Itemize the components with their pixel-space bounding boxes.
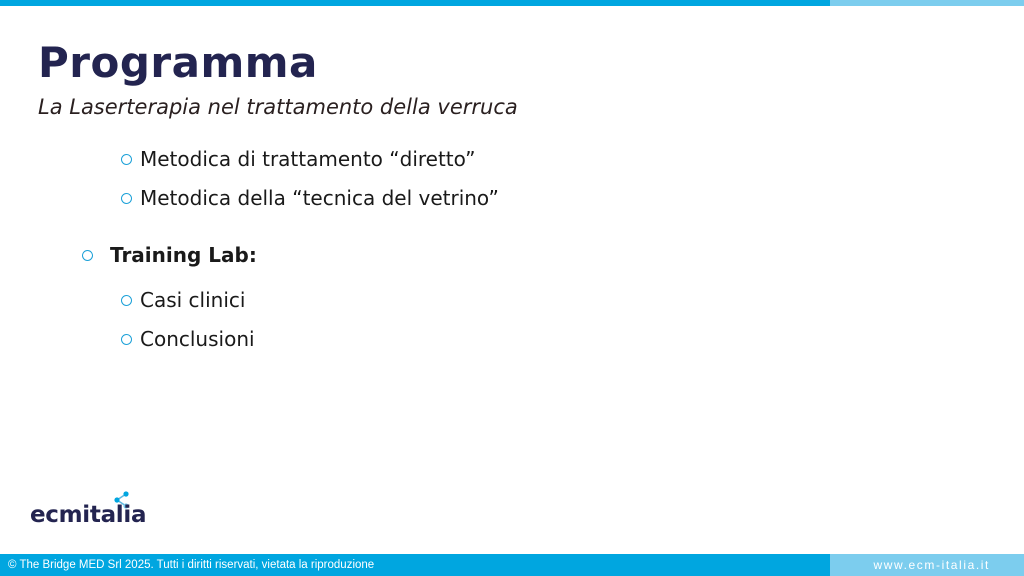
circle-bullet-icon bbox=[121, 154, 132, 165]
ecmitalia-logo bbox=[30, 490, 170, 532]
footer-right bbox=[830, 554, 1024, 576]
footer-bar bbox=[0, 554, 1024, 576]
circle-bullet-icon bbox=[121, 295, 132, 306]
slide-title: Programma bbox=[38, 38, 318, 87]
bullet-text: Training Lab: bbox=[110, 243, 257, 267]
bullet-text: Metodica della “tecnica del vetrino” bbox=[140, 186, 499, 210]
bullet-item-metodica-diretto bbox=[121, 146, 476, 172]
footer-left bbox=[0, 554, 830, 576]
top-accent-bar-main bbox=[0, 0, 830, 6]
bullet-text: Metodica di trattamento “diretto” bbox=[140, 147, 476, 171]
copyright-text: © The Bridge MED Srl 2025. Tutti i diritti riservati, vietata la riproduzione bbox=[8, 559, 375, 571]
bullet-item-conclusioni bbox=[121, 326, 255, 352]
top-accent-bar-light bbox=[830, 0, 1024, 6]
slide-subtitle: La Laserterapia nel trattamento della verruca bbox=[38, 95, 518, 119]
bullet-item-metodica-vetrino bbox=[121, 185, 499, 211]
circle-bullet-icon bbox=[121, 193, 132, 204]
bullet-text: Casi clinici bbox=[140, 288, 246, 312]
bullet-item-training-lab bbox=[82, 242, 257, 268]
website-link[interactable]: www.ecm-italia.it bbox=[873, 558, 990, 572]
circle-bullet-icon bbox=[121, 334, 132, 345]
bullet-text: Conclusioni bbox=[140, 327, 255, 351]
circle-bullet-icon bbox=[82, 250, 93, 261]
top-accent-bar bbox=[0, 0, 1024, 6]
bullet-item-casi-clinici bbox=[121, 287, 245, 313]
logo-wordmark: ecmitalia bbox=[30, 502, 147, 528]
